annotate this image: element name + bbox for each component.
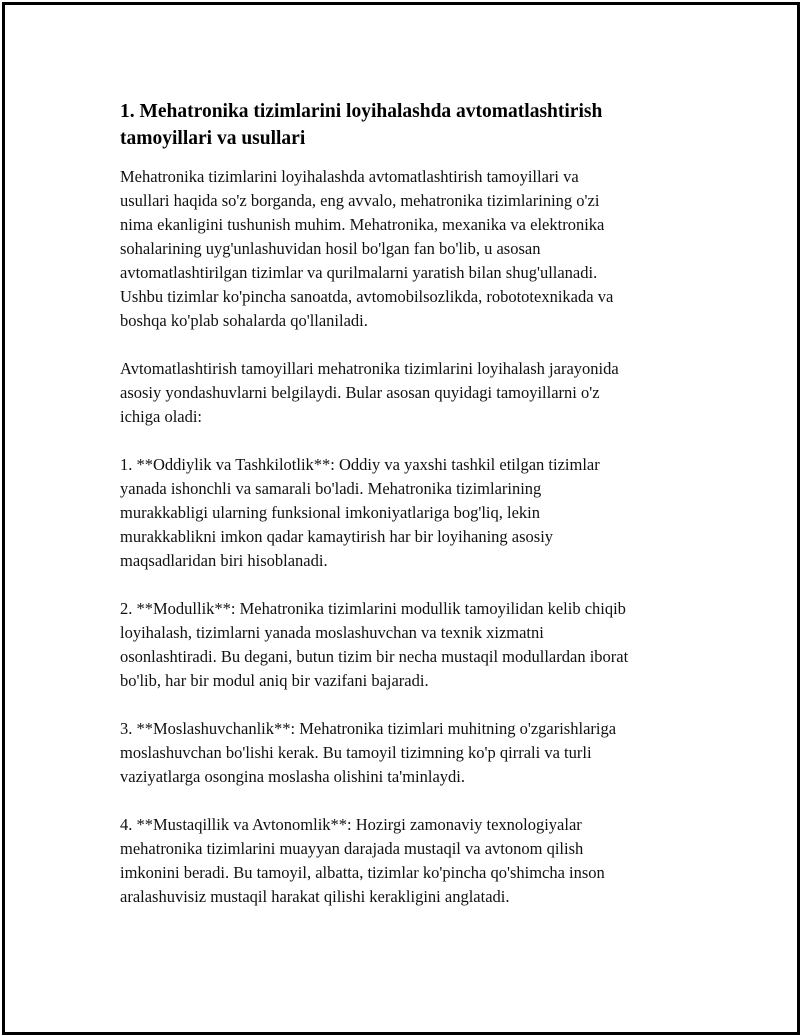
list-item-simplicity: 1. **Oddiylik va Tashkilotlik**: Oddiy va yaxshi tashkil etilgan tizimlar yanada ishonchli va samarali bo'ladi. Mehatronika tizimlarining murakkabligi ularning funksional imkoniyatlariga bog'liq, lekin murakkablikni imkon qadar kamaytirish har bir loyihaning asosiy maqsadlaridan biri hisoblanadi. xyxy=(120,455,600,570)
paragraph-intro: Mehatronika tizimlarini loyihalashda avtomatlashtirish tamoyillari va usullari haqida so'z borganda, eng avvalo, mehatronika tizimlarining o'zi nima ekanligini tushunish muhim. Mehatronika, mexanika va elektronika sohalarining uyg'unlashuvidan hosil bo'lgan fan bo'lib, u asosan avtomatlashtirilgan tizimlar va qurilmalarni yaratish bilan shug'ullanadi. Ushbu tizimlar ko'pincha sanoatda, avtomobilsozlikda, robototexnikada va boshqa ko'plab sohalarda qo'llaniladi. xyxy=(120,167,614,330)
section-title: 1. Mehatronika tizimlarini loyihalashda avtomatlashtirish tamoyillari va usullari xyxy=(120,101,603,149)
list-item-autonomy: 4. **Mustaqillik va Avtonomlik**: Hozirgi zamonaviy texnologiyalar mehatronika tizimlarini muayyan darajada mustaqil va avtonom qilish imkonini beradi. Bu tamoyil, albatta, tizimlar ko'pincha qo'shimcha inson aralashuvisiz mustaqil harakat qilishi kerakligini anglatadi. xyxy=(120,815,605,906)
list-item-flexibility: 3. **Moslashuvchanlik**: Mehatronika tizimlari muhitning o'zgarishlariga moslashuvchan bo'lishi kerak. Bu tamoyil tizimning ko'p qirrali va turli vaziyatlarga osongina moslasha olishini ta'minlaydi. xyxy=(120,719,617,786)
list-item-modularity: 2. **Modullik**: Mehatronika tizimlarini modullik tamoyilidan kelib chiqib loyihalash, tizimlarni yanada moslashuvchan va texnik xizmatni osonlashtiradi. Bu degani, butun tizim bir necha mustaqil modullardan iborat bo'lib, har bir modul aniq bir vazifani bajaradi. xyxy=(120,599,629,690)
paragraph-principles-intro: Avtomatlashtirish tamoyillari mehatronika tizimlarini loyihalash jarayonida asosiy yondashuvlarni belgilaydi. Bular asosan quyidagi tamoyillarni o'z ichiga oladi: xyxy=(120,359,619,426)
page-frame xyxy=(2,2,800,1035)
document-body xyxy=(120,98,695,933)
